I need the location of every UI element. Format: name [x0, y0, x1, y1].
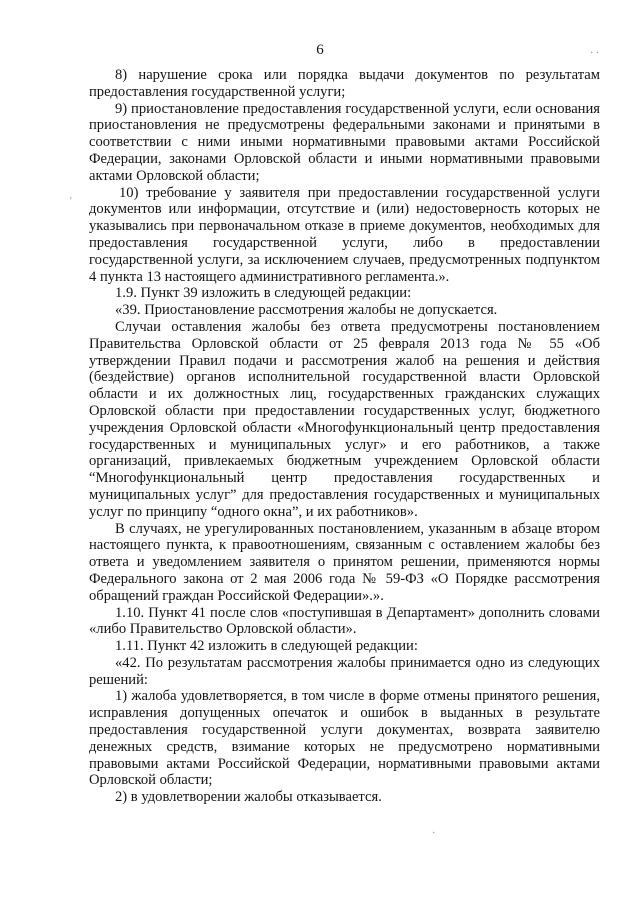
scan-mark: ' [70, 196, 72, 207]
paragraph-item-8: 8) нарушение срока или порядка выдачи документов по результатам предоставления государственной услуги; [89, 67, 600, 100]
paragraph-item-9: 9) приостановление предоставления государственной услуги, если основания приостановления не предусмотрены федеральными законами и принятыми в соответствии с ними иными нормативными правовыми актами Российской Федерации, законами Орловской области и иными нормативными правовыми актами Орловской области; [89, 100, 600, 184]
paragraph-unregulated-cases: В случаях, не урегулированных постановлением, указанным в абзаце втором настоящего пункта, к правоотношениям, связанным с оставлением жалобы без ответа и уведомлением заявителя о принятом решении, применяются нормы Федерального закона от 2 мая 2006 года № 59-ФЗ «О Порядке рассмотрения обращений граждан Российской Федерации».». [89, 520, 600, 604]
paragraph-clause-1-10: 1.10. Пункт 41 после слов «поступившая в Департамент» дополнить словами «либо Правительство Орловской области». [89, 604, 600, 638]
paragraph-decision-2: 2) в удовлетворении жалобы отказывается. [115, 789, 382, 806]
scan-mark: · · [590, 48, 600, 59]
page-number: 6 [316, 42, 324, 58]
paragraph-clause-42: «42. По результатам рассмотрения жалобы принимается одно из следующих решений: [89, 654, 600, 688]
paragraph-clause-1-11: 1.11. Пункт 42 изложить в следующей редакции: [115, 638, 418, 655]
paragraph-cases-without-answer: Случаи оставления жалобы без ответа предусмотрены постановлением Правительства Орловской области от 25 февраля 2013 года № 55 «Об утверждении Правил подачи и рассмотрения жалоб на решения и действия (бездействие) органов исполнительной государственной власти Орловской области и их должностных лиц, государственных гражданских служащих Орловской области при предоставлении государственных услуг, бюджетного учреждения Орловской области «Многофункциональный центр предоставления государственных и муниципальных услуг» и его работников, а также организаций, привлекаемых бюджетным учреждением Орловской области “Многофункциональный центр предоставления государственных и муниципальных услуг” для предоставления государственных и муниципальных услуг по принципу “одного окна”, и их работников». [89, 318, 600, 520]
paragraph-clause-1-9: 1.9. Пункт 39 изложить в следующей редакции: [115, 285, 412, 302]
document-body [89, 67, 600, 806]
paragraph-decision-1: 1) жалоба удовлетворяется, в том числе в форме отмены принятого решения, исправления допущенных опечаток и ошибок в выданных в результате предоставления государственной услуги документах, возврата заявителю денежных средств, взимание которых не предусмотрено нормативными правовыми актами Российской Федерации, нормативными правовыми актами Орловской области; [89, 688, 600, 789]
paragraph-item-10: 10) требование у заявителя при предоставлении государственной услуги документов или информации, отсутствие и (или) недостоверность которых не указывались при первоначальном отказе в приеме документов, необходимых для предоставления государственной услуги, либо в предоставлении государственной услуги, за исключением случаев, предусмотренных подпунктом 4 пункта 13 настоящего административного регламента.». [89, 184, 600, 285]
scan-mark: · [432, 828, 436, 839]
paragraph-clause-39: «39. Приостановление рассмотрения жалобы не допускается. [115, 302, 498, 319]
